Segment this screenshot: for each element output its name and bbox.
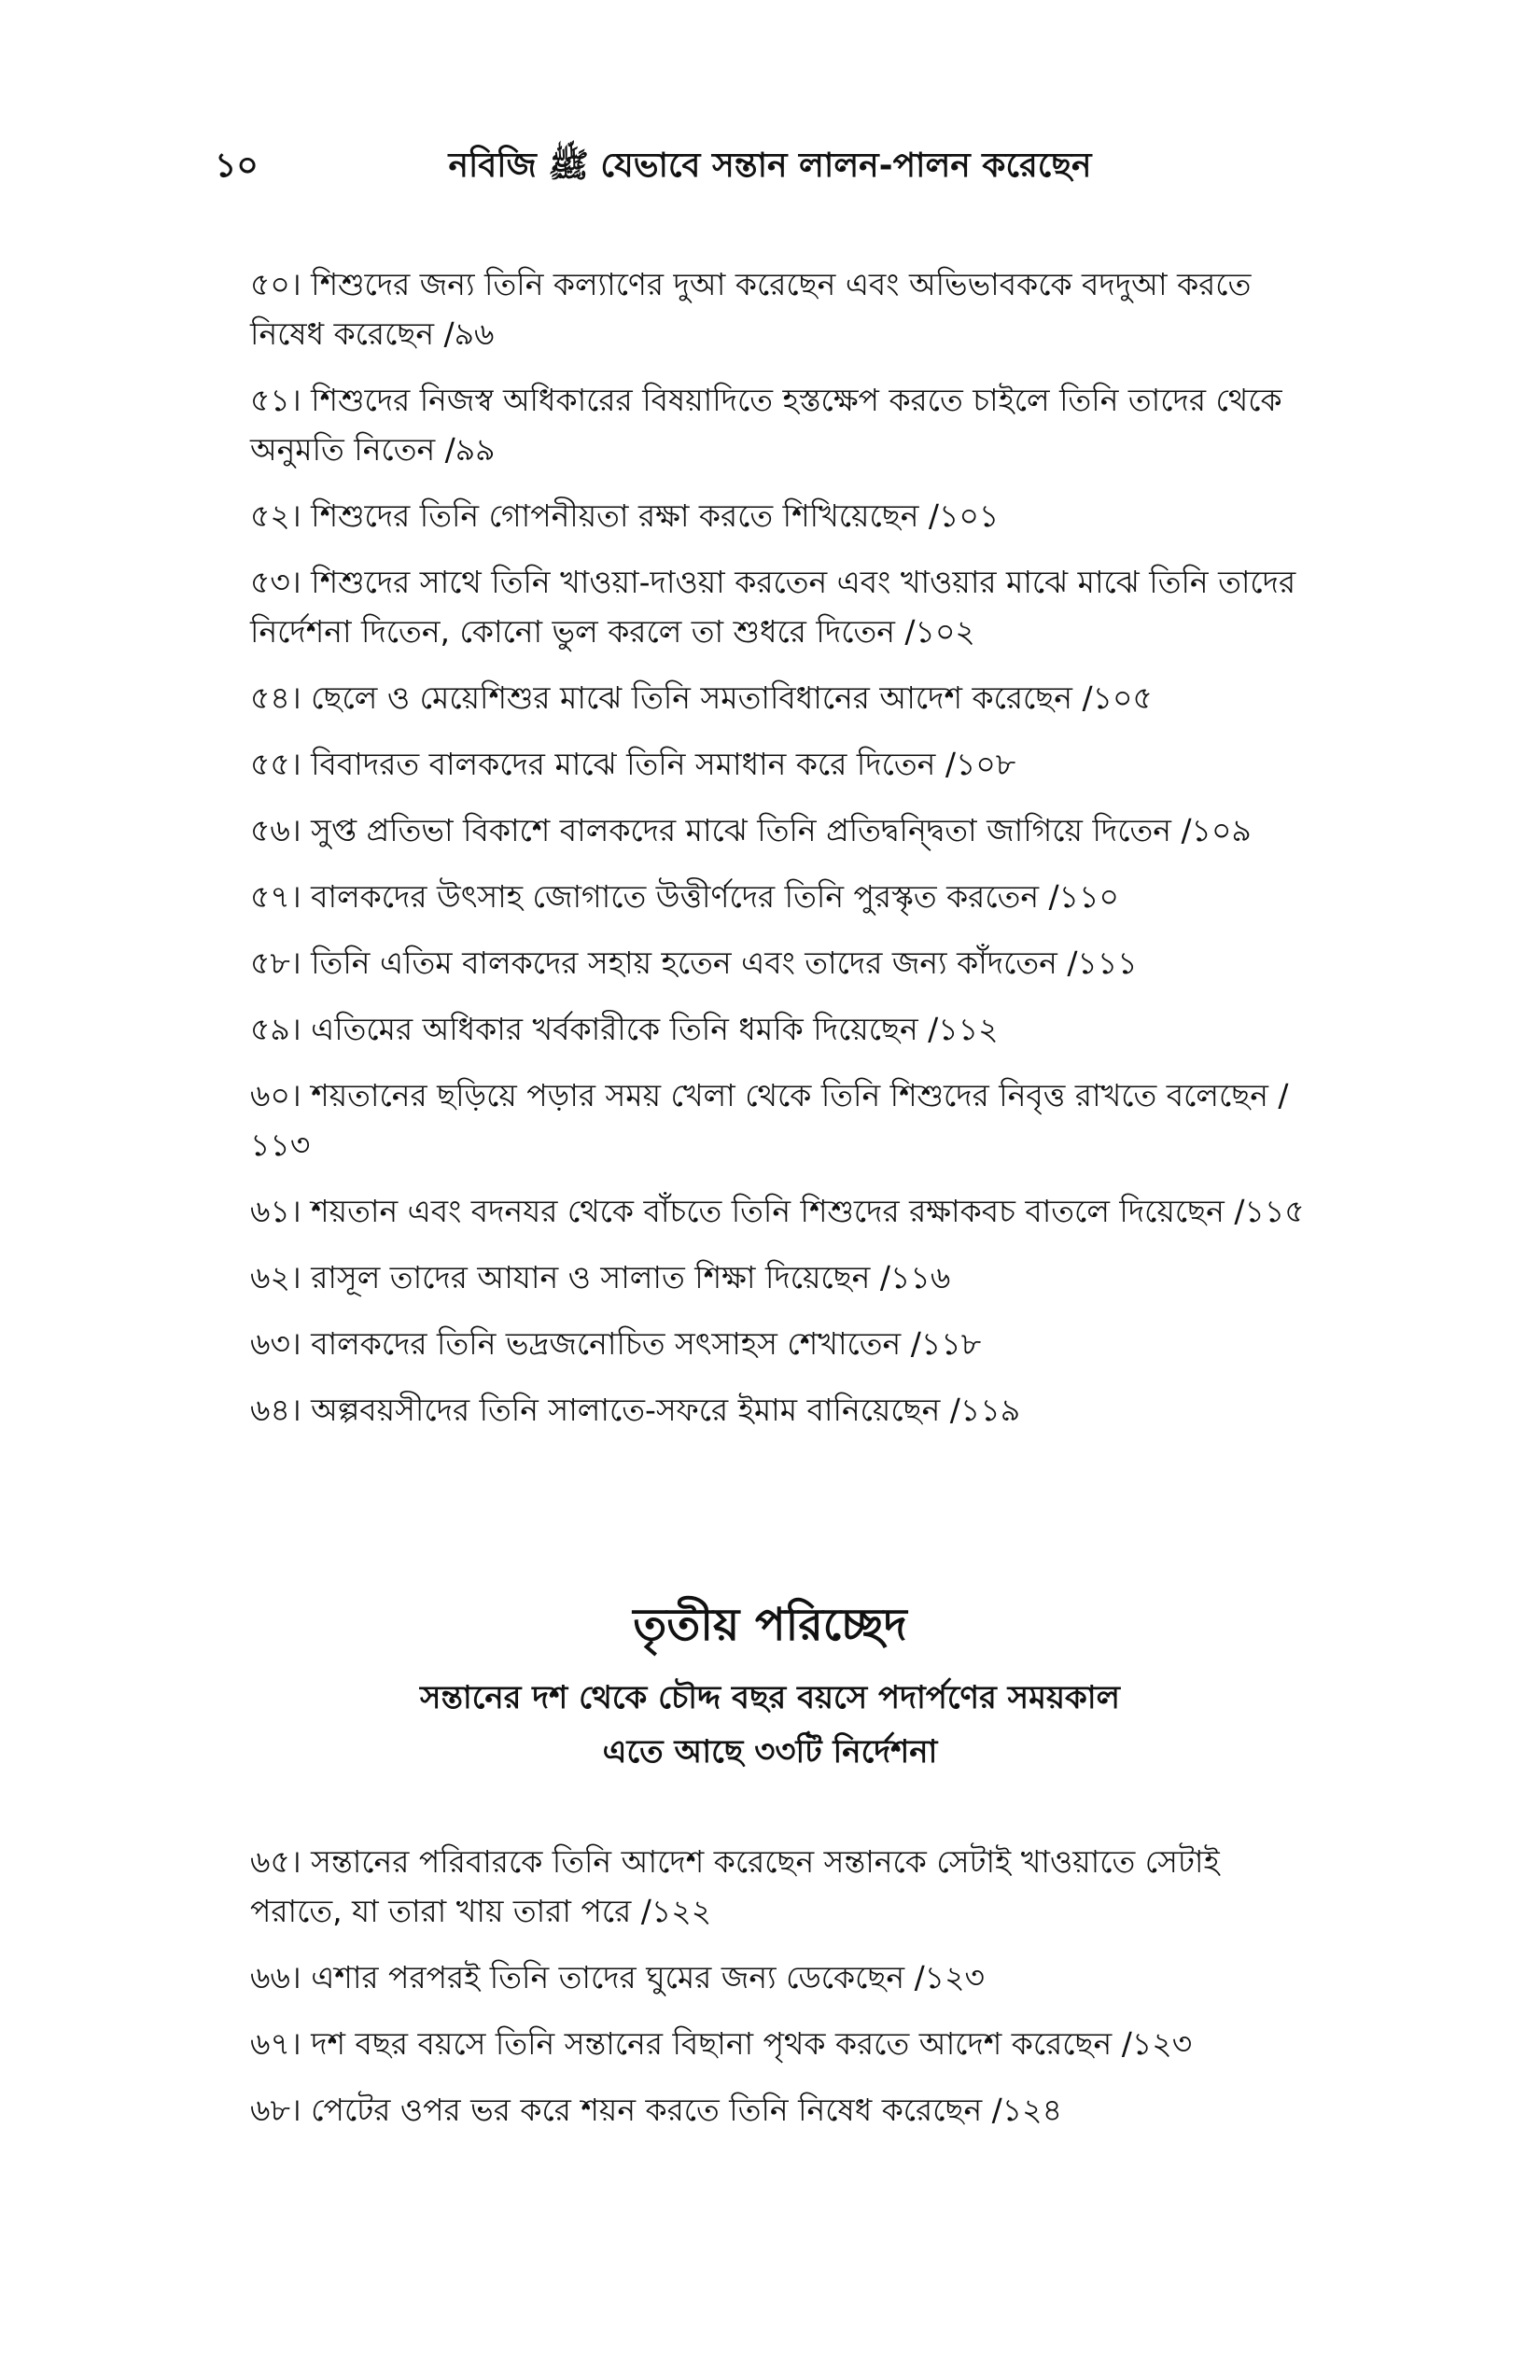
contents-item: ৬৫। সন্তানের পরিবারকে তিনি আদেশ করেছেন সন্তানকে সেটাই খাওয়াতে সেটাই পরাতে, যা তারা খায় তারা পরে /১২২: [250, 1843, 1220, 1929]
contents-item: ৬৪। অল্পবয়সীদের তিনি সালাতে-সফরে ইমাম বানিয়েছেন /১১৯: [250, 1392, 1021, 1428]
chapter-subtitle: সন্তানের দশ থেকে চৌদ্দ বছর বয়সে পদার্পণের সময়কাল: [420, 1679, 1120, 1716]
contents-item: ৫৮। তিনি এতিম বালকদের সহায় হতেন এবং তাদের জন্য কাঁদতেন /১১১: [250, 945, 1138, 981]
contents-item: ৬০। শয়তানের ছড়িয়ে পড়ার সময় খেলা থেকে তিনি শিশুদের নিবৃত্ত রাখতে বলেছেন /১১৩: [250, 1077, 1289, 1163]
contents-list-bottom: [250, 1837, 1305, 2151]
contents-item: ৫৭। বালকদের উৎসাহ জোগাতে উত্তীর্ণদের তিনি পুরস্কৃত করতেন /১১০: [250, 878, 1119, 915]
contents-item: ৬২। রাসূল তাদের আযান ও সালাত শিক্ষা দিয়েছেন /১১৬: [250, 1259, 951, 1295]
contents-item: ৬৭। দশ বছর বয়সে তিনি সন্তানের বিছানা পৃথক করতে আদেশ করেছেন /১২৩: [250, 2025, 1193, 2062]
contents-item: ৬৩। বালকদের তিনি ভদ্রজনোচিত সৎসাহস শেখাতেন /১১৮: [250, 1325, 982, 1362]
contents-item: ৫১। শিশুদের নিজস্ব অধিকারের বিষয়াদিতে হস্তক্ষেপ করতে চাইলে তিনি তাদের থেকে অনুমতি নিতেন /৯৯: [250, 382, 1282, 468]
chapter-count: এতে আছে ৩৩টি নির্দেশনা: [602, 1733, 938, 1771]
contents-item: ৫৯। এতিমের অধিকার খর্বকারীকে তিনি ধমকি দিয়েছেন /১১২: [250, 1011, 999, 1047]
contents-item: ৫৪। ছেলে ও মেয়েশিশুর মাঝে তিনি সমতাবিধানের আদেশ করেছেন /১০৫: [250, 679, 1153, 716]
contents-item: ৬৮। পেটের ওপর ভর করে শয়ন করতে তিনি নিষেধ করেছেন /১২৪: [250, 2092, 1063, 2128]
contents-item: ৫৩। শিশুদের সাথে তিনি খাওয়া-দাওয়া করতেন এবং খাওয়ার মাঝে মাঝে তিনি তাদের নির্দেশনা দিতেন, কোনো ভুল করলে তা শুধরে দিতেন /১০২: [250, 564, 1296, 650]
contents-item: ৫০। শিশুদের জন্য তিনি কল্যাণের দুআ করেছেন এবং অভিভাবককে বদদুআ করতে নিষেধ করেছেন /৯৬: [250, 266, 1252, 352]
contents-item: ৫২। শিশুদের তিনি গোপনীয়তা রক্ষা করতে শিখিয়েছেন /১০১: [250, 497, 1000, 534]
contents-list-top: [250, 259, 1305, 1451]
section-heading: [0, 1591, 1540, 1779]
page-header: [0, 140, 1540, 196]
contents-item: ৫৬। সুপ্ত প্রতিভা বিকাশে বালকদের মাঝে তিনি প্রতিদ্বন্দ্বিতা জাগিয়ে দিতেন /১০৯: [250, 812, 1252, 848]
contents-item: ৬১। শয়তান এবং বদনযর থেকে বাঁচতে তিনি শিশুদের রক্ষাকবচ বাতলে দিয়েছেন /১১৫: [250, 1193, 1305, 1229]
contents-item: ৫৫। বিবাদরত বালকদের মাঝে তিনি সমাধান করে দিতেন /১০৮: [250, 746, 1016, 782]
page-number: ১০: [215, 147, 259, 185]
running-title: নবিজি ﷺ যেভাবে সন্তান লালন-পালন করেছেন: [448, 147, 1092, 185]
contents-item: ৬৬। এশার পরপরই তিনি তাদের ঘুমের জন্য ডেকেছেন /১২৩: [250, 1959, 986, 1995]
chapter-title: তৃতীয় পরিচ্ছেদ: [633, 1599, 907, 1651]
